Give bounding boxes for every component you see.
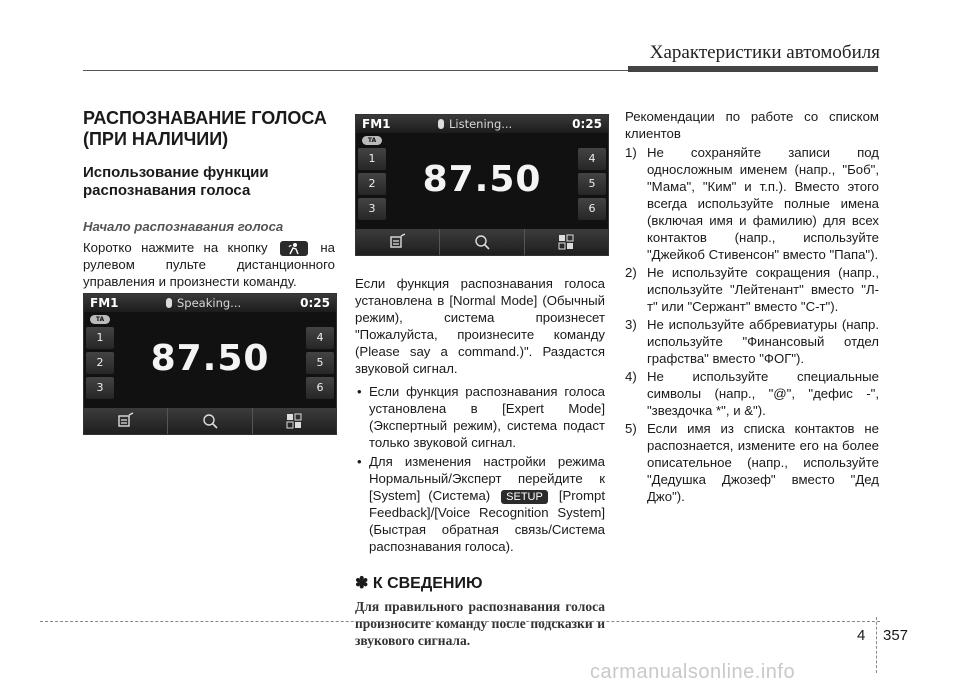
contacts-intro: Рекомендации по работе со списком клиентов	[625, 109, 879, 141]
item-text: Не используйте сокращения (напр., используйте "Лейтенант" вместо "Л-т" или "Сержант" вместо "С-т").	[647, 265, 879, 314]
item-number: 4)	[625, 369, 637, 384]
chapter-number: 4	[857, 627, 866, 644]
menu-grid-icon	[525, 229, 608, 255]
preset-button: 1	[358, 148, 386, 170]
menu-grid-icon	[253, 408, 336, 434]
status-indicator	[438, 117, 512, 131]
radio-screen-listening	[355, 114, 609, 256]
column-left	[83, 108, 335, 290]
screen-bottombar	[84, 408, 336, 434]
item-number: 5)	[625, 421, 637, 436]
normal-mode-paragraph: Если функция распознавания голоса установлена в [Normal Mode] (Обычный режим), система произнесет "Пожалуйста, произнесите команду (Please say a command.)". Раздастся звуковой сигнал.	[355, 276, 605, 376]
preset-button: 6	[578, 198, 606, 220]
frequency-display: 87.50	[150, 338, 270, 379]
instruction-text-a: Коротко нажмите на кнопку	[83, 240, 268, 255]
list-icon	[84, 408, 168, 434]
column-right	[625, 108, 879, 506]
note-heading: ✽ К СВЕДЕНИЮ	[355, 575, 483, 592]
column-middle	[355, 275, 605, 649]
preset-button: 6	[306, 377, 334, 399]
list-item	[625, 316, 879, 367]
list-item: • Если функция распознавания голоса установлена в [Expert Mode] (Экспертный режим), система подаст только звуковой сигнал.	[355, 383, 605, 451]
microphone-icon	[438, 119, 444, 129]
scan-icon	[440, 229, 524, 255]
footer-rule	[40, 621, 880, 622]
voice-recognition-icon	[280, 241, 308, 256]
status-indicator	[166, 296, 241, 310]
time-readout: 0:25	[572, 117, 602, 131]
preset-button: 5	[306, 352, 334, 374]
frequency-display: 87.50	[422, 159, 542, 200]
screen-bottombar	[356, 229, 608, 255]
screen-topbar	[84, 294, 336, 312]
item-text: Если имя из списка контактов не распознается, измените его на более описательное (напр., используйте "Дедушка Джозеф" вместо "Дед Джо").	[647, 421, 879, 504]
note-body: Для правильного распознавания голоса произносите команду после подсказки и звукового сигнала.	[355, 599, 605, 648]
status-text: Listening...	[449, 117, 513, 131]
screen-topbar	[356, 115, 608, 133]
bullet-text-b: [Prompt Feedback]/[Voice Recognition System] (Быстрая обратная связь/Система распознавания голоса).	[369, 488, 605, 554]
setup-key-badge: SETUP	[501, 490, 548, 504]
footer-divider	[876, 617, 877, 673]
recommendations-list	[625, 144, 879, 505]
header-rule-accent	[628, 66, 878, 72]
item-text: Не сохраняйте записи под односложным именем (напр., "Боб", "Мама", "Ким" и т.п.). Вместо этого всегда используйте полные имена (включая имя и фамилию) для всех контактов (напр., используйте "Джейкоб Стивенсон" вместо "Папа").	[647, 145, 879, 262]
instruction-paragraph	[83, 239, 335, 290]
page-header-title: Характеристики автомобиля	[649, 42, 880, 63]
preset-button: 3	[86, 377, 114, 399]
watermark: carmanualsonline.info	[590, 661, 796, 683]
item-number: 1)	[625, 145, 637, 160]
list-item	[625, 368, 879, 419]
list-icon	[356, 229, 440, 255]
scan-icon	[168, 408, 252, 434]
instruction-text-b: на рулевом пульте дистанционного управления и произнести команду.	[83, 240, 335, 290]
section-heading: РАСПОЗНАВАНИЕ ГОЛОСА (ПРИ НАЛИЧИИ)	[83, 108, 327, 149]
page-number: 357	[883, 627, 909, 644]
preset-button: 2	[358, 173, 386, 195]
ta-badge: TA	[90, 315, 110, 324]
item-text: Не используйте специальные символы (напр., "@", "дефис -", "звездочка *", и &").	[647, 369, 879, 418]
band-label: FM1	[90, 296, 119, 310]
bullet-text-a: Для изменения настройки режима Нормальный/Эксперт перейдите к [System] (Система)	[369, 454, 605, 503]
list-item	[625, 264, 879, 315]
preset-button: 4	[306, 327, 334, 349]
italic-heading: Начало распознавания голоса	[83, 219, 284, 234]
list-item	[625, 144, 879, 263]
mode-bullet-list	[355, 383, 605, 555]
item-text: Не используйте аббревиатуры (напр. используйте "Финансовый отдел графства" вместо "ФОГ").	[647, 317, 879, 366]
microphone-icon	[166, 298, 172, 308]
preset-button: 2	[86, 352, 114, 374]
preset-button: 4	[578, 148, 606, 170]
band-label: FM1	[362, 117, 391, 131]
ta-badge: TA	[362, 136, 382, 145]
preset-button: 1	[86, 327, 114, 349]
subsection-heading: Использование функции распознавания голоса	[83, 164, 269, 199]
item-number: 3)	[625, 317, 637, 332]
preset-button: 5	[578, 173, 606, 195]
time-readout: 0:25	[300, 296, 330, 310]
status-text: Speaking...	[177, 296, 242, 310]
list-item	[355, 453, 605, 555]
list-item	[625, 420, 879, 505]
radio-screen-speaking	[83, 293, 337, 435]
item-number: 2)	[625, 265, 637, 280]
preset-button: 3	[358, 198, 386, 220]
